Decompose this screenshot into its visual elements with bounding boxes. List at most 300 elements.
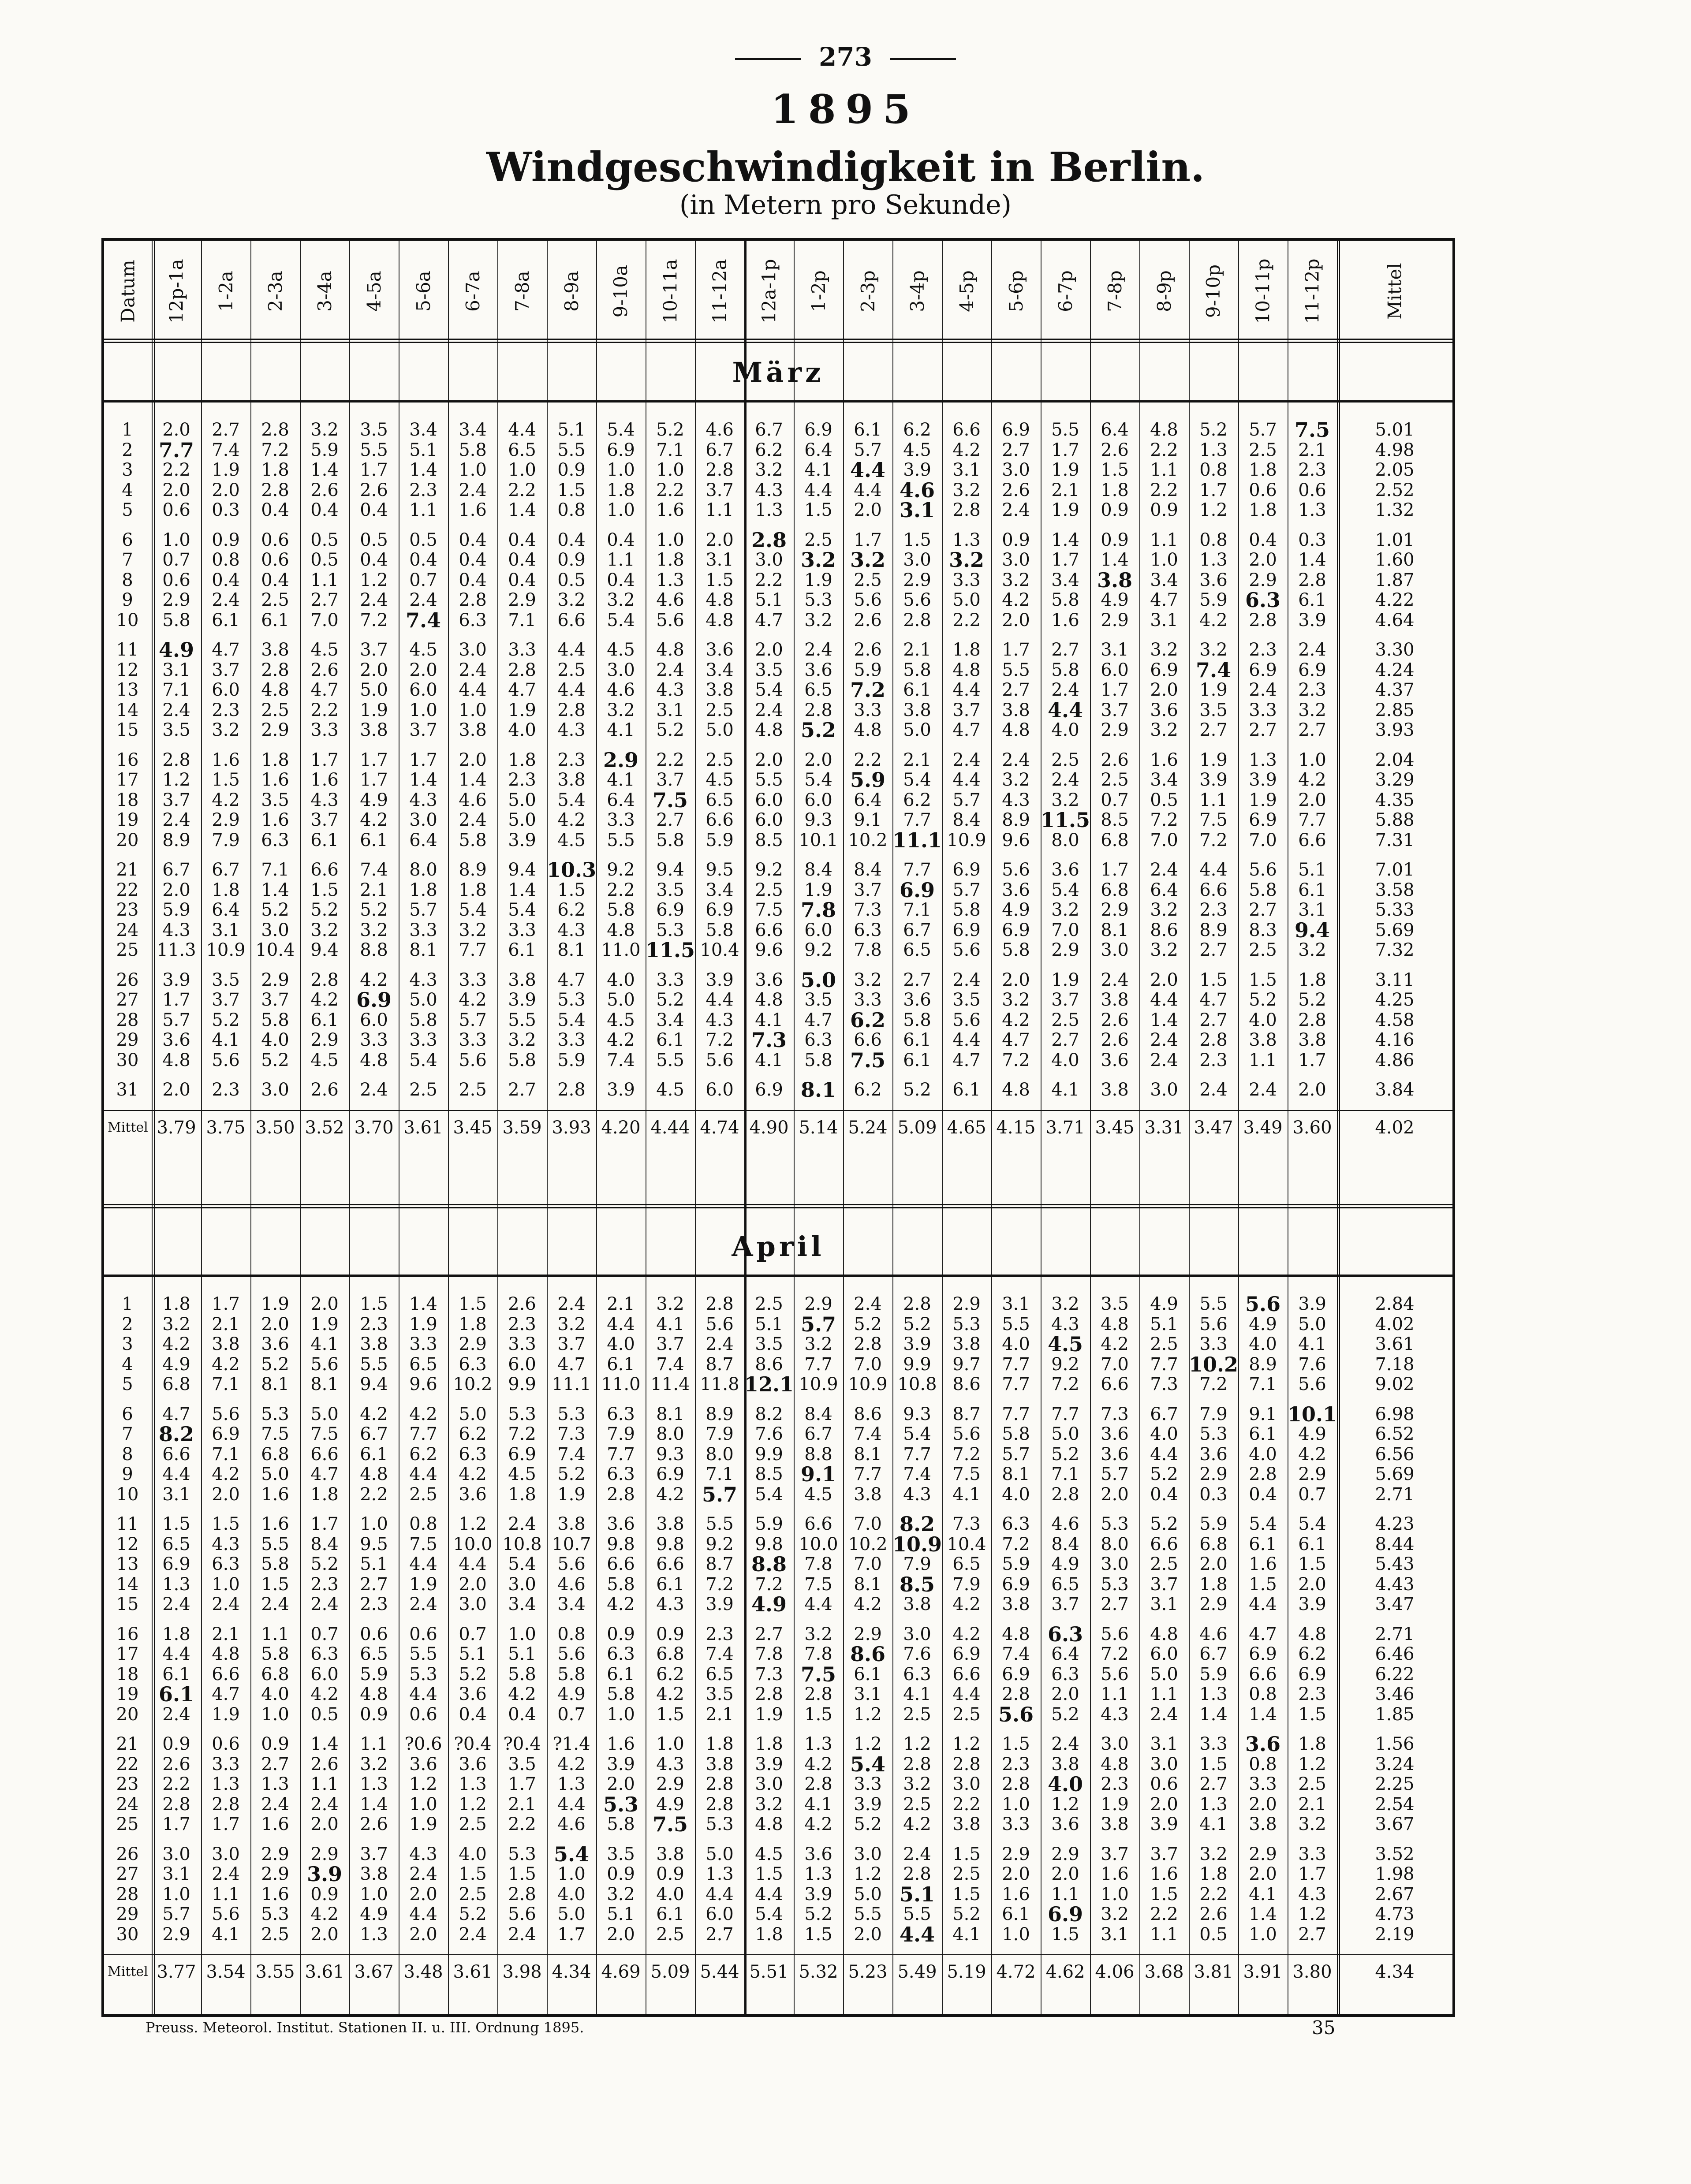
data-cell: 1.8 <box>162 1294 190 1314</box>
data-cell: 9.8 <box>755 1534 783 1554</box>
data-cell: 2.6 <box>310 1080 339 1100</box>
data-cell: 1.9 <box>1199 680 1228 700</box>
data-cell: 0.7 <box>1298 1484 1326 1505</box>
data-cell: 2.9 <box>1101 900 1129 920</box>
data-cell: 3.2 <box>310 920 339 940</box>
data-cell: 1.8 <box>459 1314 487 1334</box>
data-cell: 5.6 <box>1245 1292 1281 1316</box>
data-cell: 6.3 <box>212 1554 240 1574</box>
data-cell: 2.9 <box>1249 570 1277 590</box>
data-cell: 10.4 <box>255 940 295 960</box>
data-cell: 5.2 <box>804 1904 832 1924</box>
data-cell: 8.9 <box>1002 810 1030 830</box>
data-cell: 5.2 <box>903 1080 931 1100</box>
data-cell: 9.1 <box>854 810 882 830</box>
data-cell: 4.25 <box>1375 990 1415 1010</box>
data-cell: 4.1 <box>804 460 832 480</box>
data-cell: 1.5 <box>903 529 931 550</box>
data-cell: 3.2 <box>557 1314 586 1334</box>
data-cell: 4.3 <box>1002 790 1030 810</box>
data-cell: 5.7 <box>162 1904 190 1924</box>
data-cell: 2.0 <box>854 1924 882 1945</box>
data-cell: 1.85 <box>1375 1704 1415 1725</box>
data-cell: 0.4 <box>360 500 388 520</box>
mean-cell: 5.32 <box>799 1962 838 1982</box>
data-cell: 6.6 <box>557 610 586 630</box>
data-cell: 7.5 <box>261 1424 289 1444</box>
data-cell: 8.5 <box>1101 810 1129 830</box>
data-cell: 2.0 <box>1298 1574 1326 1595</box>
data-cell: 1.1 <box>1150 460 1178 480</box>
data-cell: 0.5 <box>1150 790 1178 810</box>
column-header <box>399 247 448 335</box>
data-cell: 5.8 <box>162 610 190 630</box>
data-cell: 6.1 <box>212 610 240 630</box>
data-cell: 11.1 <box>892 828 942 852</box>
data-cell: 1.1 <box>1150 1684 1178 1704</box>
data-cell: 6.4 <box>409 830 437 850</box>
data-cell: 6.1 <box>310 830 339 850</box>
data-cell: 4.9 <box>360 790 388 810</box>
data-cell: 4.4 <box>409 1554 437 1574</box>
data-cell: 5.8 <box>409 1010 437 1030</box>
data-cell: 1.4 <box>508 500 536 520</box>
data-cell: 3.6 <box>459 1684 487 1704</box>
data-cell: 6.2 <box>854 1080 882 1100</box>
data-cell: 2.5 <box>952 1864 981 1884</box>
data-cell: 7.2 <box>706 1030 734 1050</box>
data-cell: 6.6 <box>607 1554 635 1574</box>
data-cell: 6.3 <box>1245 588 1281 612</box>
data-cell: 10.2 <box>453 1374 493 1394</box>
data-cell: 7.4 <box>360 860 388 880</box>
data-cell: 3.2 <box>557 590 586 610</box>
data-cell: 1.3 <box>459 1774 487 1794</box>
mean-cell: 3.61 <box>403 1117 443 1138</box>
data-cell: 6.9 <box>952 860 981 880</box>
data-cell: 1.5 <box>261 1574 289 1595</box>
date-label: 12 <box>116 660 139 680</box>
data-cell: 3.0 <box>903 1624 931 1644</box>
data-cell: 2.4 <box>1199 1080 1228 1100</box>
data-cell: 7.5 <box>409 1534 437 1554</box>
data-cell: 3.8 <box>1002 700 1030 720</box>
data-cell: 5.6 <box>212 1904 240 1924</box>
data-cell: 5.1 <box>360 1554 388 1574</box>
data-cell: 6.7 <box>755 420 783 440</box>
data-cell: 0.6 <box>212 1734 240 1754</box>
data-cell: 10.8 <box>502 1534 542 1554</box>
data-cell: 5.0 <box>800 968 836 992</box>
data-cell: 7.8 <box>800 898 836 922</box>
data-cell: 9.5 <box>360 1534 388 1554</box>
data-cell: 6.3 <box>1002 1514 1030 1534</box>
data-cell: 6.1 <box>360 1444 388 1465</box>
data-cell: 0.7 <box>409 570 437 590</box>
data-cell: 8.1 <box>409 940 437 960</box>
data-cell: 11.0 <box>601 940 641 960</box>
data-cell: 3.2 <box>755 460 783 480</box>
data-cell: 4.2 <box>607 1030 635 1050</box>
data-cell: 2.7 <box>360 1574 388 1595</box>
data-cell: 5.5 <box>854 1904 882 1924</box>
data-cell: 7.1 <box>162 680 190 700</box>
data-cell: 3.9 <box>1298 610 1326 630</box>
data-cell: 6.6 <box>310 1444 339 1465</box>
data-cell: 2.9 <box>508 590 536 610</box>
data-cell: 4.0 <box>557 1884 586 1904</box>
data-cell: 6.1 <box>854 420 882 440</box>
data-cell: 3.1 <box>1298 900 1326 920</box>
data-cell: 2.0 <box>310 1924 339 1945</box>
date-label: 12 <box>116 1534 139 1554</box>
data-cell: 7.5 <box>755 900 783 920</box>
data-cell: 9.8 <box>656 1534 684 1554</box>
data-cell: 5.9 <box>1199 1664 1228 1685</box>
data-cell: 3.0 <box>261 1080 289 1100</box>
data-cell: 2.84 <box>1375 1294 1415 1314</box>
data-cell: 4.3 <box>1298 1884 1326 1904</box>
data-cell: 4.8 <box>1101 1314 1129 1334</box>
data-cell: 4.7 <box>1249 1624 1277 1644</box>
mean-cell: 3.61 <box>305 1962 344 1982</box>
data-cell: 2.0 <box>1051 1684 1079 1704</box>
data-cell: 1.4 <box>508 880 536 900</box>
data-cell: 1.2 <box>952 1734 981 1754</box>
data-cell: 6.0 <box>409 680 437 700</box>
data-cell: 2.6 <box>310 480 339 500</box>
data-cell: 1.6 <box>261 1814 289 1834</box>
data-cell: 2.4 <box>508 1514 536 1534</box>
data-cell: 8.8 <box>804 1444 832 1465</box>
data-cell: 2.7 <box>261 1754 289 1774</box>
data-cell: 1.1 <box>360 1734 388 1754</box>
data-cell: 5.2 <box>459 1664 487 1685</box>
data-cell: 4.8 <box>360 1464 388 1484</box>
data-cell: 4.7 <box>162 1404 190 1424</box>
data-cell: 2.3 <box>706 1624 734 1644</box>
column-header-label: 8-9a <box>560 270 582 312</box>
data-cell: 2.4 <box>409 1864 437 1884</box>
data-cell: 9.2 <box>804 940 832 960</box>
column-header-label: 2-3a <box>264 270 286 312</box>
data-cell: 7.3 <box>854 900 882 920</box>
data-cell: 5.7 <box>702 1482 738 1506</box>
mean-cell: 5.51 <box>749 1962 789 1982</box>
data-cell: 3.9 <box>306 1862 343 1886</box>
data-cell: 6.1 <box>158 1682 194 1706</box>
data-cell: 4.22 <box>1375 590 1415 610</box>
data-cell: 7.2 <box>706 1574 734 1595</box>
data-cell: 0.7 <box>1101 790 1129 810</box>
data-cell: 3.3 <box>854 1774 882 1794</box>
column-header <box>596 247 646 335</box>
data-cell: 3.3 <box>409 920 437 940</box>
data-cell: 8.3 <box>1249 920 1277 940</box>
data-cell: 2.6 <box>1101 440 1129 460</box>
data-cell: 0.7 <box>162 550 190 570</box>
data-cell: 6.1 <box>1298 1534 1326 1554</box>
data-cell: 5.9 <box>1199 1514 1228 1534</box>
data-cell: 6.5 <box>409 1354 437 1375</box>
date-label: 26 <box>116 969 139 990</box>
data-cell: 6.9 <box>656 1464 684 1484</box>
data-cell: 2.4 <box>212 1864 240 1884</box>
data-cell: 0.4 <box>360 550 388 570</box>
data-cell: 2.8 <box>952 1754 981 1774</box>
data-cell: 10.2 <box>848 1534 888 1554</box>
data-cell: 5.3 <box>1199 1424 1228 1444</box>
data-cell: 5.7 <box>800 1312 836 1336</box>
data-cell: 5.7 <box>952 880 981 900</box>
data-cell: 11.3 <box>157 940 196 960</box>
data-cell: 4.2 <box>952 1594 981 1614</box>
header-rule <box>104 339 1452 343</box>
data-cell: 7.7 <box>1150 1354 1178 1375</box>
data-cell: 6.9 <box>356 988 392 1012</box>
data-cell: 2.6 <box>1101 1010 1129 1030</box>
data-cell: 0.4 <box>508 1704 536 1725</box>
data-cell: 5.8 <box>1249 880 1277 900</box>
data-cell: 5.4 <box>557 790 586 810</box>
data-cell: 2.0 <box>162 420 190 440</box>
date-label: 19 <box>116 1684 139 1704</box>
data-cell: 4.0 <box>1249 1444 1277 1465</box>
data-cell: 6.3 <box>607 1644 635 1664</box>
data-cell: 3.7 <box>1051 990 1079 1010</box>
data-cell: 5.3 <box>1101 1514 1129 1534</box>
data-cell: 0.4 <box>459 550 487 570</box>
data-cell: 3.7 <box>706 480 734 500</box>
data-cell: 5.7 <box>1002 1444 1030 1465</box>
data-cell: 2.0 <box>706 529 734 550</box>
data-cell: 4.4 <box>557 640 586 660</box>
data-cell: 3.3 <box>508 640 536 660</box>
data-cell: 4.4 <box>162 1644 190 1664</box>
data-cell: 5.9 <box>1002 1554 1030 1574</box>
data-cell: 9.6 <box>1002 830 1030 850</box>
data-cell: 10.1 <box>1288 1402 1337 1426</box>
data-cell: 2.8 <box>755 1684 783 1704</box>
data-cell: 3.3 <box>1199 1334 1228 1354</box>
data-cell: 8.6 <box>850 1642 886 1666</box>
data-cell: 1.1 <box>1249 1050 1277 1070</box>
data-cell: 2.8 <box>1298 1010 1326 1030</box>
column-header-label: 7-8p <box>1104 270 1126 312</box>
data-cell: 5.9 <box>850 768 886 792</box>
column-header-label: Mittel <box>1384 262 1406 320</box>
data-cell: 6.1 <box>903 1050 931 1070</box>
data-cell: 5.0 <box>310 1404 339 1424</box>
data-cell: 2.4 <box>409 590 437 610</box>
data-cell: 0.8 <box>409 1514 437 1534</box>
mean-cell: 3.91 <box>1243 1962 1283 1982</box>
mean-cell: 3.77 <box>157 1962 196 1982</box>
data-cell: 2.4 <box>1051 770 1079 790</box>
data-cell: 6.8 <box>261 1444 289 1465</box>
mean-cell: 4.34 <box>552 1962 591 1982</box>
data-cell: 1.5 <box>360 1294 388 1314</box>
data-cell: 4.4 <box>557 680 586 700</box>
data-cell: 11.8 <box>700 1374 739 1394</box>
footer-page-number: 35 <box>1312 2017 1336 2039</box>
data-cell: 0.9 <box>1101 529 1129 550</box>
data-cell: 1.4 <box>360 1794 388 1815</box>
data-cell: 3.6 <box>903 990 931 1010</box>
data-cell: 1.9 <box>212 1704 240 1725</box>
data-cell: 6.9 <box>952 1644 981 1664</box>
data-cell: 2.8 <box>903 1754 931 1774</box>
data-cell: 9.7 <box>952 1354 981 1375</box>
data-cell: 2.4 <box>952 969 981 990</box>
data-cell: 4.7 <box>1002 1030 1030 1050</box>
data-cell: 1.8 <box>706 1734 734 1754</box>
data-cell: 7.2 <box>850 678 886 702</box>
data-cell: 1.9 <box>409 1314 437 1334</box>
wind-speed-table <box>101 238 1455 2017</box>
data-cell: 1.5 <box>952 1844 981 1864</box>
data-cell: 2.5 <box>459 1884 487 1904</box>
mean-cell: 3.59 <box>502 1117 542 1138</box>
mean-cell: 3.98 <box>502 1962 542 1982</box>
data-cell: 1.2 <box>854 1734 882 1754</box>
date-label: 18 <box>116 1664 139 1685</box>
column-header <box>843 247 892 335</box>
data-cell: 5.2 <box>261 1050 289 1070</box>
data-cell: 4.2 <box>804 1754 832 1774</box>
data-cell: 5.8 <box>804 1050 832 1070</box>
date-label: 3 <box>122 460 133 480</box>
data-cell: 2.2 <box>854 749 882 770</box>
data-cell: 3.5 <box>706 1684 734 1704</box>
data-cell: 1.6 <box>1150 1864 1178 1884</box>
data-cell: 2.4 <box>755 700 783 720</box>
data-cell: 5.2 <box>656 990 684 1010</box>
mean-cell: 3.79 <box>157 1117 196 1138</box>
data-cell: 3.1 <box>1150 1594 1178 1614</box>
data-cell: 1.7 <box>1199 480 1228 500</box>
data-cell: 5.9 <box>310 440 339 460</box>
date-label: 7 <box>122 550 133 570</box>
data-cell: 4.2 <box>952 1624 981 1644</box>
data-cell: 0.6 <box>409 1704 437 1725</box>
data-cell: 2.0 <box>261 1314 289 1334</box>
data-cell: 2.2 <box>952 1794 981 1815</box>
data-cell: 4.6 <box>557 1814 586 1834</box>
data-cell: 9.6 <box>409 1374 437 1394</box>
data-cell: 5.3 <box>557 1404 586 1424</box>
data-cell: 6.8 <box>1199 1534 1228 1554</box>
data-cell: 6.5 <box>804 680 832 700</box>
page-title: Windgeschwindigkeit in Berlin. <box>486 143 1205 191</box>
data-cell: 2.4 <box>1101 969 1129 990</box>
data-cell: 6.8 <box>261 1664 289 1685</box>
data-cell: 5.3 <box>409 1664 437 1685</box>
data-cell: 3.93 <box>1375 720 1415 740</box>
data-cell: 2.8 <box>162 749 190 770</box>
column-header <box>250 247 300 335</box>
data-cell: 1.4 <box>409 1294 437 1314</box>
data-cell: 0.8 <box>1249 1684 1277 1704</box>
data-cell: 10.0 <box>799 1534 838 1554</box>
data-cell: 4.2 <box>409 1404 437 1424</box>
data-cell: 2.4 <box>1298 640 1326 660</box>
data-cell: 4.1 <box>1298 1334 1326 1354</box>
data-cell: 4.4 <box>409 1904 437 1924</box>
date-label: 10 <box>116 1484 139 1505</box>
data-cell: 0.4 <box>261 570 289 590</box>
data-cell: 3.8 <box>706 680 734 700</box>
data-cell: 3.4 <box>1051 570 1079 590</box>
data-cell: 6.2 <box>409 1444 437 1465</box>
data-cell: 4.9 <box>557 1684 586 1704</box>
data-cell: 1.8 <box>508 1484 536 1505</box>
data-cell: 4.4 <box>804 1594 832 1614</box>
data-cell: 6.2 <box>557 900 586 920</box>
data-cell: 1.5 <box>1002 1734 1030 1754</box>
data-cell: 3.2 <box>1002 770 1030 790</box>
mean-cell: 4.15 <box>996 1117 1036 1138</box>
data-cell: 3.46 <box>1375 1684 1415 1704</box>
mean-cell: 3.93 <box>552 1117 591 1138</box>
mean-cell: 4.62 <box>1045 1962 1085 1982</box>
data-cell: 4.2 <box>903 1814 931 1834</box>
data-cell: 2.0 <box>409 660 437 680</box>
mean-cell: 5.44 <box>700 1962 739 1982</box>
data-cell: 5.8 <box>557 1664 586 1685</box>
data-cell: 8.2 <box>158 1422 194 1446</box>
data-cell: 2.2 <box>656 749 684 770</box>
data-cell: 1.3 <box>1199 1794 1228 1815</box>
mean-cell: 3.45 <box>1095 1117 1135 1138</box>
data-cell: 4.43 <box>1375 1574 1415 1595</box>
data-cell: 6.6 <box>1199 880 1228 900</box>
data-cell: 6.4 <box>1101 420 1129 440</box>
data-cell: 1.0 <box>1298 749 1326 770</box>
data-cell: 0.5 <box>1199 1924 1228 1945</box>
data-cell: 3.4 <box>706 660 734 680</box>
data-cell: 4.2 <box>607 1594 635 1614</box>
data-cell: 2.4 <box>409 1594 437 1614</box>
data-cell: 4.8 <box>261 680 289 700</box>
data-cell: 5.4 <box>607 610 635 630</box>
date-label: 10 <box>116 610 139 630</box>
column-header <box>1238 247 1288 335</box>
data-cell: 7.32 <box>1375 940 1415 960</box>
data-cell: 5.8 <box>1051 660 1079 680</box>
data-cell: 4.3 <box>706 1010 734 1030</box>
data-cell: 2.9 <box>804 1294 832 1314</box>
data-cell: 2.2 <box>1150 480 1178 500</box>
data-cell: 2.7 <box>1051 1030 1079 1050</box>
data-cell: 9.8 <box>607 1534 635 1554</box>
data-cell: 0.5 <box>310 529 339 550</box>
data-cell: 2.4 <box>212 1594 240 1614</box>
data-cell: 4.02 <box>1375 1314 1415 1334</box>
data-cell: 6.52 <box>1375 1424 1415 1444</box>
data-cell: 4.2 <box>557 1754 586 1774</box>
data-cell: 3.3 <box>409 1030 437 1050</box>
data-cell: 8.5 <box>755 1464 783 1484</box>
data-cell: 1.2 <box>1199 500 1228 520</box>
data-cell: 3.52 <box>1375 1844 1415 1864</box>
column-header-label: 9-10p <box>1202 264 1224 318</box>
data-cell: 5.4 <box>508 900 536 920</box>
data-cell: 3.9 <box>706 969 734 990</box>
data-cell: 5.7 <box>459 1010 487 1030</box>
data-cell: 2.2 <box>162 1774 190 1794</box>
data-cell: 10.7 <box>552 1534 591 1554</box>
